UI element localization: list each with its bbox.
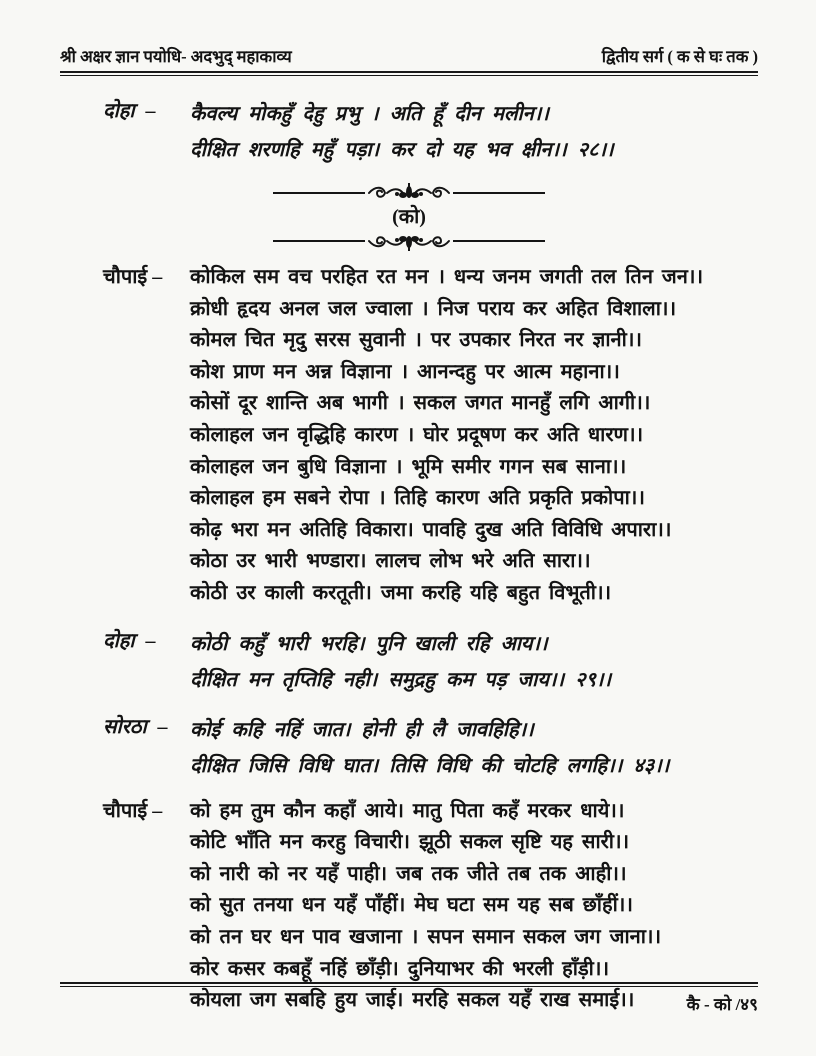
verse-line: कोठी उर काली करतूती। जमा करहि यहि बहुत विभूती।। (190, 581, 612, 604)
verse-block-doha-28 (60, 96, 758, 168)
divider-bottom-rule (60, 230, 758, 252)
verse-line: दीक्षित शरणहि महुँ पड़ा। कर दो यह भव क्षीन।। २८।। (190, 139, 614, 161)
verse-label: सोरठा – (103, 715, 168, 738)
verse-label: चौपाई – (103, 799, 163, 822)
verse-lines (190, 626, 758, 698)
verse-label: दोहा – (103, 100, 156, 122)
verse-lines (190, 262, 758, 610)
divider-line (273, 192, 365, 194)
verse-lines (190, 712, 758, 784)
verse-line: कोयला जग सबहि हुय जाई। मरहि सकल यहँ राख समाई।। (190, 989, 635, 1012)
page-number-label: कै - को /४९ (686, 995, 758, 1014)
verse-line: कोश प्राण मन अन्न विज्ञाना । आनन्दहु पर आत्म महाना।। (190, 360, 620, 383)
section-divider (60, 182, 758, 252)
header-left-title: श्री अक्षर ज्ञान पयोधि- अदभुद् महाकाव्य (60, 47, 292, 66)
verse-line: कोटि भाँति मन करहु विचारी। झूठी सकल सृष्टि यह सारी।। (190, 831, 630, 854)
divider-line (453, 240, 545, 242)
verse-line: कोठी कहुँ भारी भरहि। पुनि खाली रहि आय।। (190, 632, 548, 655)
verse-line: कोलाहल जन वृद्धिहि कारण । घोर प्रदूषण कर अति धारण।। (190, 423, 644, 446)
page-header (60, 0, 758, 67)
divider-letter-heading: (को) (392, 206, 426, 228)
floral-flourish-icon (367, 182, 451, 204)
verse-line: को नारी को नर यहँ पाही। जब तक जीते तब तक आही।। (190, 862, 627, 885)
verse-line: कोई कहि नहिं जात। होनी ही लै जावहिहि।। (190, 718, 534, 741)
divider-top-rule (60, 182, 758, 204)
verse-line: कोमल चित मृदु सरस सुवानी । पर उपकार निरत नर ज्ञानी।। (190, 329, 642, 352)
verse-line: कोलाहल हम सबने रोपा । तिहि कारण अति प्रकृति प्रकोपा।। (190, 487, 645, 510)
header-right-title: द्वितीय सर्ग ( क से घः तक ) (601, 47, 758, 66)
verse-line: कैवल्य मोकहुँ देहु प्रभु । अति हूँ दीन मलीन।। (190, 103, 549, 125)
verse-line: कोढ़ भरा मन अतिहि विकारा। पावहि दुख अति विविधि अपारा।। (190, 518, 672, 541)
verse-lines (190, 96, 758, 168)
verse-block-doha-29 (60, 626, 758, 698)
verse-line: को तन घर धन पाव खजाना । सपन समान सकल जग जाना।। (190, 925, 662, 948)
verse-line: को हम तुम कौन कहाँ आये। मातु पिता कहँ मरकर धाये।। (190, 799, 625, 822)
verse-line: दीक्षित जिसि विधि घात। तिसि विधि की चोटहि लगहि।। ४३।। (190, 754, 670, 777)
verse-line: कोठा उर भारी भण्डारा। लालच लोभ भरे अति सारा।। (190, 550, 591, 573)
page-content (60, 0, 758, 1017)
verse-line: कोसों दूर शान्ति अब भागी । सकल जगत मानहुँ लगि आगी।। (190, 392, 651, 415)
verse-line: दीक्षित मन तृप्तिहि नही। समुद्रहु कम पड़ जाय।। २९।। (190, 668, 612, 691)
verse-label: चौपाई – (103, 266, 163, 288)
verse-line: कोकिल सम वच परहित रत मन । धन्य जनम जगती तल तिन जन।। (190, 266, 704, 288)
verse-line: को सुत तनया धन यहँ पाँहीं। मेघ घटा सम यह सब छाँहीं।। (190, 894, 633, 917)
verse-label: दोहा – (103, 629, 156, 652)
verse-block-soratha-43 (60, 712, 758, 784)
verse-line: क्रोधी हृदय अनल जल ज्वाला । निज पराय कर अहित विशाला।। (190, 297, 677, 320)
footer-rule (60, 982, 758, 987)
verse-line: कोलाहल जन बुधि विज्ञाना । भूमि समीर गगन सब साना।। (190, 455, 627, 478)
floral-flourish-icon (367, 230, 451, 252)
divider-line (273, 240, 365, 242)
divider-line (453, 192, 545, 194)
verse-block-chaupai-1 (60, 262, 758, 610)
verse-line: कोर कसर कबहूँ नहिं छाँड़ी। दुनियाभर की भरली हाँड़ी।। (190, 957, 610, 980)
page-footer (60, 982, 758, 1015)
